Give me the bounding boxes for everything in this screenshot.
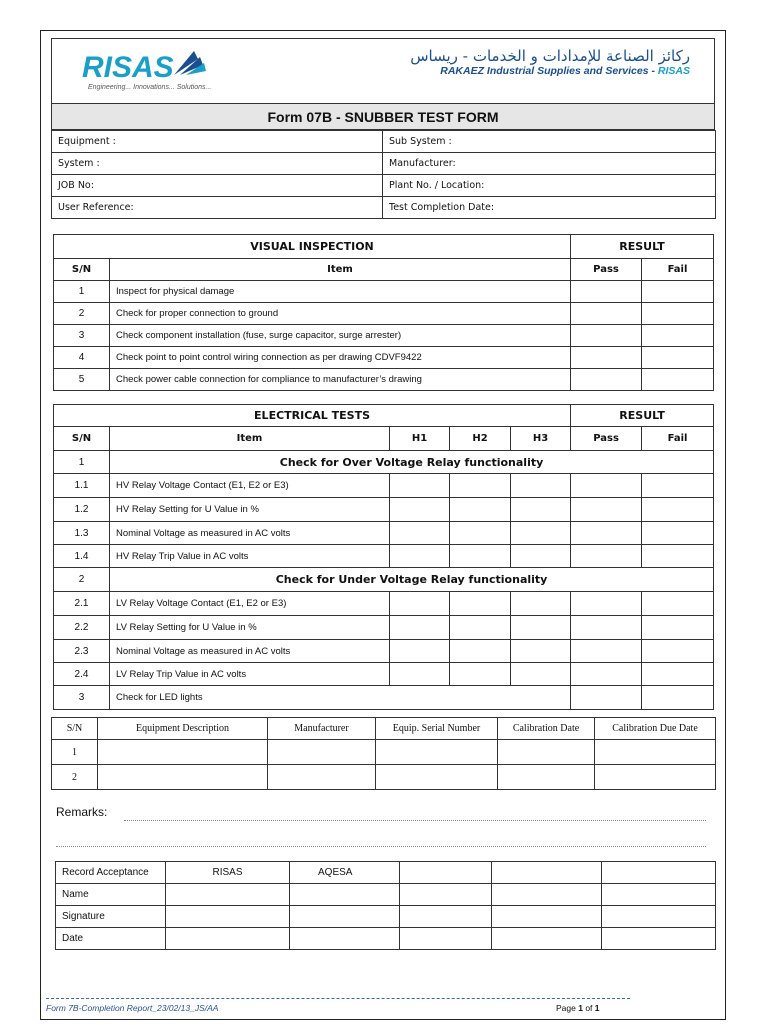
- h2-cell[interactable]: [450, 616, 511, 640]
- result-heading: RESULT: [571, 235, 714, 259]
- pass-cell[interactable]: [571, 474, 642, 498]
- fail-cell[interactable]: [642, 303, 714, 325]
- row-item: HV Relay Voltage Contact (E1, E2 or E3): [110, 474, 390, 498]
- table-row: [54, 474, 714, 498]
- record-cell[interactable]: [400, 862, 492, 884]
- pass-cell[interactable]: [571, 498, 642, 522]
- col-sn: S/N: [54, 259, 110, 281]
- equipment-cell[interactable]: [376, 740, 498, 765]
- table-row: [54, 325, 714, 347]
- record-cell[interactable]: [602, 928, 716, 950]
- col-h3: H3: [511, 427, 571, 451]
- row-item: Nominal Voltage as measured in AC volts: [110, 522, 390, 545]
- h1-cell[interactable]: [390, 474, 450, 498]
- page-of: of: [582, 1003, 595, 1013]
- equipment-cell[interactable]: [498, 740, 595, 765]
- footer-document-ref: Form 7B-Completion Report_23/02/13_JS/AA: [46, 1003, 219, 1013]
- table-row: [52, 197, 716, 219]
- date-label: Date: [56, 928, 166, 950]
- table-header-row: [54, 405, 714, 427]
- info-table: [51, 130, 716, 219]
- electrical-tests-table: [53, 404, 714, 710]
- h2-cell[interactable]: [450, 522, 511, 545]
- h2-cell[interactable]: [450, 592, 511, 616]
- table-row: [54, 640, 714, 663]
- risas-column: RISAS: [166, 862, 290, 884]
- job-no-field[interactable]: JOB No:: [52, 175, 383, 197]
- pass-cell[interactable]: [571, 325, 642, 347]
- row-item: HV Relay Trip Value in AC volts: [110, 545, 390, 568]
- record-cell[interactable]: [290, 906, 400, 928]
- record-cell[interactable]: [492, 928, 602, 950]
- record-cell[interactable]: [400, 928, 492, 950]
- record-cell[interactable]: [400, 884, 492, 906]
- pass-cell[interactable]: [571, 616, 642, 640]
- row-sn: 1: [54, 281, 110, 303]
- row-item: Check component installation (fuse, surge capacitor, surge arrester): [110, 325, 571, 347]
- fail-cell[interactable]: [642, 347, 714, 369]
- fail-cell[interactable]: [642, 545, 714, 568]
- col-fail: Fail: [642, 259, 714, 281]
- table-row: [54, 592, 714, 616]
- logo-text: RISAS: [82, 51, 174, 83]
- h3-cell[interactable]: [511, 522, 571, 545]
- row-item: Check power cable connection for compliance to manufacturer’s drawing: [110, 369, 571, 391]
- table-row: [54, 303, 714, 325]
- h3-cell[interactable]: [511, 545, 571, 568]
- row-item: Inspect for physical damage: [110, 281, 571, 303]
- row-item: Nominal Voltage as measured in AC volts: [110, 640, 390, 663]
- page-total: 1: [594, 1003, 600, 1013]
- row-sn: 3: [54, 325, 110, 347]
- company-name: [440, 65, 690, 77]
- pass-cell[interactable]: [571, 303, 642, 325]
- h2-cell[interactable]: [450, 640, 511, 663]
- record-cell[interactable]: [166, 884, 290, 906]
- row-sn: 2.2: [54, 616, 110, 640]
- h3-cell[interactable]: [511, 498, 571, 522]
- row-sn: 3: [54, 686, 110, 710]
- row-item: LV Relay Trip Value in AC volts: [110, 663, 390, 686]
- col-h1: H1: [390, 427, 450, 451]
- equipment-cell[interactable]: [376, 765, 498, 790]
- row-sn: 2: [54, 568, 110, 592]
- equipment-cell[interactable]: [98, 765, 268, 790]
- record-cell[interactable]: [492, 884, 602, 906]
- table-row: [56, 906, 716, 928]
- electrical-tests-heading: ELECTRICAL TESTS: [54, 405, 571, 427]
- company-name-suffix: RISAS: [657, 65, 690, 77]
- fail-cell[interactable]: [642, 616, 714, 640]
- record-cell[interactable]: [400, 906, 492, 928]
- equipment-cell[interactable]: [98, 740, 268, 765]
- system-field[interactable]: System :: [52, 153, 383, 175]
- visual-inspection-table: [53, 234, 714, 391]
- table-row: [54, 663, 714, 686]
- equipment-cell[interactable]: [498, 765, 595, 790]
- section-title: Check for Over Voltage Relay functionality: [110, 451, 714, 474]
- col-manufacturer: Manufacturer: [268, 718, 376, 740]
- remarks-label: Remarks:: [56, 805, 108, 819]
- equipment-table: [51, 717, 716, 790]
- col-pass: Pass: [571, 259, 642, 281]
- h2-cell[interactable]: [450, 663, 511, 686]
- section-row: [54, 451, 714, 474]
- record-cell[interactable]: [166, 906, 290, 928]
- result-heading: RESULT: [571, 405, 714, 427]
- col-sn: S/N: [52, 718, 98, 740]
- pass-cell[interactable]: [571, 592, 642, 616]
- h3-cell[interactable]: [511, 640, 571, 663]
- record-acceptance-table: [55, 861, 716, 950]
- table-row: [54, 369, 714, 391]
- row-item: LV Relay Setting for U Value in %: [110, 616, 390, 640]
- h3-cell[interactable]: [511, 663, 571, 686]
- row-item: LV Relay Voltage Contact (E1, E2 or E3): [110, 592, 390, 616]
- section-title: Check for Under Voltage Relay functionality: [110, 568, 714, 592]
- table-row: [54, 686, 714, 710]
- table-row: [54, 498, 714, 522]
- row-sn: 2.1: [54, 592, 110, 616]
- pass-cell[interactable]: [571, 281, 642, 303]
- row-sn: 2.4: [54, 663, 110, 686]
- row-sn: 2.3: [54, 640, 110, 663]
- h3-cell[interactable]: [511, 616, 571, 640]
- row-item: Check for LED lights: [110, 686, 571, 710]
- user-reference-field[interactable]: User Reference:: [52, 197, 383, 219]
- table-row: [52, 765, 716, 790]
- table-header-row: [54, 427, 714, 451]
- signature-label: Signature: [56, 906, 166, 928]
- h2-cell[interactable]: [450, 498, 511, 522]
- table-header-row: [54, 259, 714, 281]
- record-cell[interactable]: [602, 884, 716, 906]
- row-sn: 1.1: [54, 474, 110, 498]
- h1-cell[interactable]: [390, 498, 450, 522]
- h1-cell[interactable]: [390, 616, 450, 640]
- fail-cell[interactable]: [642, 663, 714, 686]
- equipment-cell[interactable]: [268, 765, 376, 790]
- tagline: Engineering... Innovations... Solutions...: [88, 84, 212, 91]
- fail-cell[interactable]: [642, 369, 714, 391]
- table-row: [54, 522, 714, 545]
- form-title: Form 07B - SNUBBER TEST FORM: [51, 104, 715, 130]
- fail-cell[interactable]: [642, 325, 714, 347]
- table-row: [54, 545, 714, 568]
- col-calibration-due-date: Calibration Due Date: [595, 718, 716, 740]
- col-sn: S/N: [54, 427, 110, 451]
- col-calibration-date: Calibration Date: [498, 718, 595, 740]
- page-current: 1: [578, 1003, 583, 1013]
- row-sn: 1: [52, 740, 98, 765]
- page-number: [556, 1003, 600, 1013]
- page-prefix: Page: [556, 1003, 579, 1013]
- pass-cell[interactable]: [571, 545, 642, 568]
- section-row: [54, 568, 714, 592]
- arabic-company-name: ركائز الصناعة للإمدادات و الخدمات - ريساس: [410, 47, 690, 65]
- col-fail: Fail: [642, 427, 714, 451]
- letterhead: [51, 38, 715, 104]
- record-cell[interactable]: [492, 906, 602, 928]
- col-item: Item: [110, 259, 571, 281]
- row-item: HV Relay Setting for U Value in %: [110, 498, 390, 522]
- h1-cell[interactable]: [390, 545, 450, 568]
- h1-cell[interactable]: [390, 522, 450, 545]
- table-row: [56, 928, 716, 950]
- equipment-cell[interactable]: [595, 740, 716, 765]
- table-row: [52, 131, 716, 153]
- h1-cell[interactable]: [390, 592, 450, 616]
- fail-cell[interactable]: [642, 686, 714, 710]
- row-sn: 1: [54, 451, 110, 474]
- pass-cell[interactable]: [571, 640, 642, 663]
- footer-divider: [46, 998, 630, 999]
- row-sn: 2: [52, 765, 98, 790]
- record-cell[interactable]: [166, 928, 290, 950]
- remarks-line[interactable]: [56, 846, 706, 847]
- h3-cell[interactable]: [511, 592, 571, 616]
- col-pass: Pass: [571, 427, 642, 451]
- row-sn: 5: [54, 369, 110, 391]
- aqesa-column: AQESA: [290, 862, 400, 884]
- record-acceptance-label: Record Acceptance: [56, 862, 166, 884]
- name-label: Name: [56, 884, 166, 906]
- record-cell[interactable]: [602, 906, 716, 928]
- fail-cell[interactable]: [642, 592, 714, 616]
- fail-cell[interactable]: [642, 281, 714, 303]
- table-header-row: [52, 718, 716, 740]
- row-sn: 1.4: [54, 545, 110, 568]
- plant-location-field[interactable]: Plant No. / Location:: [383, 175, 716, 197]
- pass-cell[interactable]: [571, 347, 642, 369]
- h3-cell[interactable]: [511, 474, 571, 498]
- fail-cell[interactable]: [642, 498, 714, 522]
- manufacturer-field[interactable]: Manufacturer:: [383, 153, 716, 175]
- h1-cell[interactable]: [390, 640, 450, 663]
- fail-cell[interactable]: [642, 640, 714, 663]
- equipment-cell[interactable]: [595, 765, 716, 790]
- company-name-main: RAKAEZ Industrial Supplies and Services -: [440, 65, 658, 77]
- pass-cell[interactable]: [571, 522, 642, 545]
- equipment-cell[interactable]: [268, 740, 376, 765]
- pass-cell[interactable]: [571, 686, 642, 710]
- table-row: [52, 175, 716, 197]
- record-cell[interactable]: [290, 928, 400, 950]
- remarks-line[interactable]: [124, 820, 706, 821]
- h2-cell[interactable]: [450, 474, 511, 498]
- record-cell[interactable]: [290, 884, 400, 906]
- table-row: [52, 740, 716, 765]
- table-row: [54, 281, 714, 303]
- row-sn: 4: [54, 347, 110, 369]
- row-item: Check for proper connection to ground: [110, 303, 571, 325]
- table-row: [54, 347, 714, 369]
- row-sn: 1.2: [54, 498, 110, 522]
- sub-system-field[interactable]: Sub System :: [383, 131, 716, 153]
- fail-cell[interactable]: [642, 522, 714, 545]
- record-cell[interactable]: [602, 862, 716, 884]
- col-equipment-description: Equipment Description: [98, 718, 268, 740]
- table-header-row: [54, 235, 714, 259]
- col-serial-number: Equip. Serial Number: [376, 718, 498, 740]
- row-sn: 2: [54, 303, 110, 325]
- record-cell[interactable]: [492, 862, 602, 884]
- visual-inspection-heading: VISUAL INSPECTION: [54, 235, 571, 259]
- equipment-field[interactable]: Equipment :: [52, 131, 383, 153]
- pass-cell[interactable]: [571, 663, 642, 686]
- fail-cell[interactable]: [642, 474, 714, 498]
- table-row: [54, 616, 714, 640]
- h2-cell[interactable]: [450, 545, 511, 568]
- completion-date-field[interactable]: Test Completion Date:: [383, 197, 716, 219]
- row-sn: 1.3: [54, 522, 110, 545]
- h1-cell[interactable]: [390, 663, 450, 686]
- col-h2: H2: [450, 427, 511, 451]
- row-item: Check point to point control wiring connection as per drawing CDVF9422: [110, 347, 571, 369]
- table-row: [56, 862, 716, 884]
- risas-logo-icon: [82, 47, 262, 83]
- table-row: [52, 153, 716, 175]
- table-row: [56, 884, 716, 906]
- pass-cell[interactable]: [571, 369, 642, 391]
- col-item: Item: [110, 427, 390, 451]
